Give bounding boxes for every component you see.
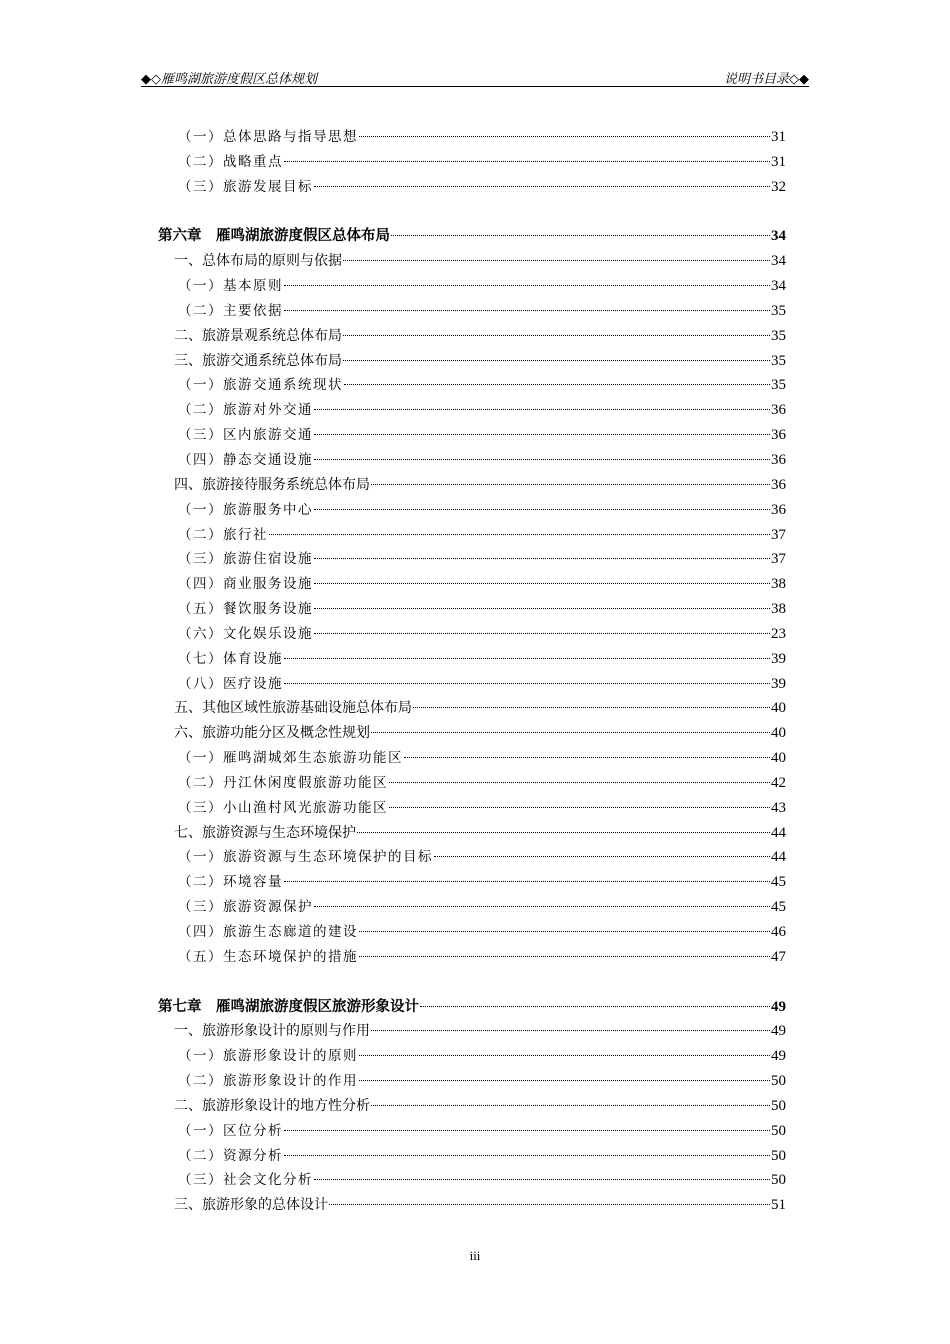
toc-entry-page-number: 36: [771, 402, 786, 419]
toc-entry-label: （三）小山渔村风光旅游功能区: [178, 799, 388, 816]
toc-entry[interactable]: [158, 547, 786, 572]
toc-entry-label: （三）旅游发展目标: [178, 178, 313, 195]
toc-entry-label: （八）医疗设施: [178, 675, 283, 692]
toc-entry-page-number: 35: [771, 377, 786, 394]
toc-entry-label: 六、旅游功能分区及概念性规划: [174, 725, 370, 742]
toc-entry-page-number: 31: [771, 153, 786, 170]
toc-entry[interactable]: [158, 1044, 786, 1069]
dot-leader: [413, 707, 770, 708]
toc-entry-page-number: 35: [771, 352, 786, 369]
toc-entry-label: （三）旅游资源保护: [178, 899, 313, 916]
toc-entry-page-number: 51: [771, 1197, 786, 1214]
toc-entry-page-number: 49: [771, 1048, 786, 1065]
toc-entry-page-number: 45: [771, 899, 786, 916]
dot-leader: [420, 1006, 770, 1007]
toc-entry[interactable]: [158, 249, 786, 274]
toc-entry-label: （一）基本原则: [178, 278, 283, 295]
dot-leader: [314, 434, 770, 435]
dot-leader: [284, 285, 770, 286]
toc-entry[interactable]: [158, 746, 786, 771]
toc-entry-label: （三）区内旅游交通: [178, 427, 313, 444]
toc-entry[interactable]: [158, 448, 786, 473]
toc-entry-page-number: 36: [771, 427, 786, 444]
toc-entry-page-number: 34: [771, 253, 786, 270]
toc-entry-label: 二、旅游形象设计的地方性分析: [174, 1097, 370, 1114]
page-header: [141, 68, 809, 87]
toc-entry[interactable]: [158, 1193, 786, 1218]
toc-entry-label: 三、旅游形象的总体设计: [174, 1197, 328, 1214]
toc-entry-page-number: 50: [771, 1147, 786, 1164]
toc-entry-page-number: 40: [771, 725, 786, 742]
toc-entry[interactable]: [158, 498, 786, 523]
toc-entry-page-number: 34: [771, 278, 786, 295]
toc-entry-label: （一）区位分析: [178, 1122, 283, 1139]
toc-entry-page-number: 39: [771, 650, 786, 667]
toc-entry[interactable]: [158, 125, 786, 150]
dot-leader: [284, 1155, 770, 1156]
toc-entry-page-number: 44: [771, 824, 786, 841]
dot-leader: [314, 583, 770, 584]
toc-entry-label: （二）丹江休闲度假旅游功能区: [178, 774, 388, 791]
dot-leader: [404, 757, 770, 758]
dot-leader: [359, 136, 770, 137]
toc-entry[interactable]: [158, 870, 786, 895]
dot-leader: [284, 1130, 770, 1131]
toc-entry[interactable]: [158, 796, 786, 821]
toc-entry-page-number: 50: [771, 1073, 786, 1090]
toc-entry[interactable]: [158, 771, 786, 796]
dot-leader: [343, 260, 770, 261]
toc-entry[interactable]: [158, 696, 786, 721]
dot-leader: [314, 186, 770, 187]
toc-entry[interactable]: [158, 324, 786, 349]
dot-leader: [329, 1204, 770, 1205]
toc-entry[interactable]: [158, 423, 786, 448]
toc-entry-page-number: 50: [771, 1122, 786, 1139]
toc-entry[interactable]: [158, 1019, 786, 1044]
dot-leader: [371, 1105, 770, 1106]
toc-entry[interactable]: [158, 274, 786, 299]
toc-entry[interactable]: [158, 398, 786, 423]
table-of-contents: [158, 125, 786, 1218]
toc-entry-page-number: 37: [771, 551, 786, 568]
dot-leader: [371, 484, 770, 485]
toc-entry-label: 七、旅游资源与生态环境保护: [174, 824, 356, 841]
toc-entry-page-number: 43: [771, 799, 786, 816]
toc-entry-page-number: 34: [771, 228, 786, 245]
toc-entry-page-number: 23: [771, 625, 786, 642]
dot-leader: [314, 1179, 770, 1180]
dot-leader: [391, 235, 770, 236]
dot-leader: [343, 360, 770, 361]
dot-leader: [284, 658, 770, 659]
toc-entry-label: （四）静态交通设施: [178, 451, 313, 468]
toc-entry-page-number: 47: [771, 948, 786, 965]
dot-leader: [371, 732, 770, 733]
dot-leader: [359, 956, 770, 957]
toc-entry[interactable]: [158, 647, 786, 672]
toc-entry[interactable]: [158, 1094, 786, 1119]
toc-entry-label: （三）社会文化分析: [178, 1172, 313, 1189]
toc-entry-page-number: 40: [771, 750, 786, 767]
toc-entry-label: （二）旅游形象设计的作用: [178, 1073, 358, 1090]
toc-entry-label: （一）旅游形象设计的原则: [178, 1048, 358, 1065]
toc-entry[interactable]: [158, 821, 786, 846]
dot-leader: [314, 459, 770, 460]
toc-entry[interactable]: [158, 721, 786, 746]
toc-entry-page-number: 31: [771, 129, 786, 145]
toc-entry-label: （一）雁鸣湖城郊生态旅游功能区: [178, 750, 403, 767]
toc-entry-page-number: 45: [771, 874, 786, 891]
toc-entry[interactable]: [158, 1119, 786, 1144]
toc-entry-page-number: 38: [771, 576, 786, 593]
toc-entry-page-number: 42: [771, 774, 786, 791]
toc-entry-page-number: 50: [771, 1172, 786, 1189]
toc-entry-label: （六）文化娱乐设施: [178, 625, 313, 642]
toc-entry-label: （四）商业服务设施: [178, 576, 313, 593]
toc-entry-label: （二）旅行社: [178, 526, 268, 543]
toc-entry-page-number: 40: [771, 700, 786, 717]
toc-entry[interactable]: [158, 845, 786, 870]
dot-leader: [434, 856, 770, 857]
toc-entry[interactable]: [158, 523, 786, 548]
toc-chapter-entry[interactable]: [158, 995, 786, 1020]
toc-entry-label: 第六章 雁鸣湖旅游度假区总体布局: [158, 227, 390, 245]
toc-entry[interactable]: [158, 920, 786, 945]
toc-entry-label: 三、旅游交通系统总体布局: [174, 352, 342, 369]
toc-entry-page-number: 36: [771, 476, 786, 493]
toc-entry-label: 一、总体布局的原则与依据: [174, 253, 342, 270]
toc-entry-page-number: 38: [771, 601, 786, 618]
dot-leader: [359, 931, 770, 932]
toc-entry[interactable]: [158, 1069, 786, 1094]
toc-entry-label: （一）旅游交通系统现状: [178, 377, 343, 394]
header-section: 说明书目录◇◆: [724, 72, 809, 87]
dot-leader: [389, 782, 770, 783]
dot-leader: [284, 161, 770, 162]
toc-entry[interactable]: [158, 349, 786, 374]
toc-entry-label: 第七章 雁鸣湖旅游度假区旅游形象设计: [158, 997, 419, 1015]
toc-entry-label: （一）总体思路与指导思想: [178, 129, 358, 145]
toc-entry-label: （五）餐饮服务设施: [178, 601, 313, 618]
toc-entry-label: 一、旅游形象设计的原则与作用: [174, 1023, 370, 1040]
dot-leader: [314, 558, 770, 559]
dot-leader: [284, 310, 770, 311]
toc-entry-page-number: 39: [771, 675, 786, 692]
toc-entry[interactable]: [158, 175, 786, 200]
toc-entry-label: 四、旅游接待服务系统总体布局: [174, 476, 370, 493]
toc-entry-page-number: 50: [771, 1097, 786, 1114]
toc-entry-page-number: 49: [771, 998, 786, 1015]
dot-leader: [359, 1055, 770, 1056]
toc-entry[interactable]: [158, 373, 786, 398]
dot-leader: [389, 807, 770, 808]
toc-entry-label: （七）体育设施: [178, 650, 283, 667]
toc-entry[interactable]: [158, 622, 786, 647]
toc-entry[interactable]: [158, 299, 786, 324]
toc-entry-page-number: 46: [771, 924, 786, 940]
toc-entry-page-number: 35: [771, 327, 786, 344]
dot-leader: [343, 335, 770, 336]
header-title: ◆◇雁鸣湖旅游度假区总体规划: [141, 72, 317, 87]
page-number: iii: [469, 1248, 481, 1263]
dot-leader: [314, 509, 770, 510]
toc-entry-page-number: 36: [771, 501, 786, 518]
dot-leader: [314, 409, 770, 410]
toc-entry-label: （一）旅游服务中心: [178, 501, 313, 518]
toc-entry-label: （二）旅游对外交通: [178, 402, 313, 419]
dot-leader: [359, 1080, 770, 1081]
toc-entry-label: （二）资源分析: [178, 1147, 283, 1164]
toc-entry-page-number: 44: [771, 849, 786, 866]
toc-entry-label: （二）主要依据: [178, 302, 283, 319]
toc-entry[interactable]: [158, 150, 786, 175]
toc-entry[interactable]: [158, 1144, 786, 1169]
toc-entry-label: （三）旅游住宿设施: [178, 551, 313, 568]
dot-leader: [284, 683, 770, 684]
toc-entry[interactable]: [158, 945, 786, 970]
toc-entry-page-number: 35: [771, 302, 786, 319]
toc-entry-page-number: 36: [771, 451, 786, 468]
dot-leader: [357, 832, 770, 833]
dot-leader: [314, 906, 770, 907]
toc-entry-label: （四）旅游生态廊道的建设: [178, 924, 358, 940]
toc-entry-label: 二、旅游景观系统总体布局: [174, 327, 342, 344]
dot-leader: [314, 608, 770, 609]
toc-entry-page-number: 32: [771, 178, 786, 195]
toc-spacer: [158, 970, 786, 995]
toc-chapter-entry[interactable]: [158, 224, 786, 249]
toc-entry[interactable]: [158, 895, 786, 920]
dot-leader: [314, 633, 770, 634]
toc-entry-page-number: 49: [771, 1023, 786, 1040]
toc-entry[interactable]: [158, 672, 786, 697]
toc-spacer: [158, 200, 786, 225]
toc-entry-page-number: 37: [771, 526, 786, 543]
toc-entry[interactable]: [158, 572, 786, 597]
toc-entry-label: （一）旅游资源与生态环境保护的目标: [178, 849, 433, 866]
toc-entry-label: 五、其他区域性旅游基础设施总体布局: [174, 700, 412, 717]
toc-entry-label: （五）生态环境保护的措施: [178, 948, 358, 965]
dot-leader: [371, 1030, 770, 1031]
dot-leader: [269, 534, 770, 535]
toc-entry-label: （二）环境容量: [178, 874, 283, 891]
dot-leader: [284, 881, 770, 882]
toc-entry[interactable]: [158, 1168, 786, 1193]
toc-entry[interactable]: [158, 597, 786, 622]
toc-entry-label: （二）战略重点: [178, 153, 283, 170]
dot-leader: [344, 384, 770, 385]
toc-entry[interactable]: [158, 473, 786, 498]
